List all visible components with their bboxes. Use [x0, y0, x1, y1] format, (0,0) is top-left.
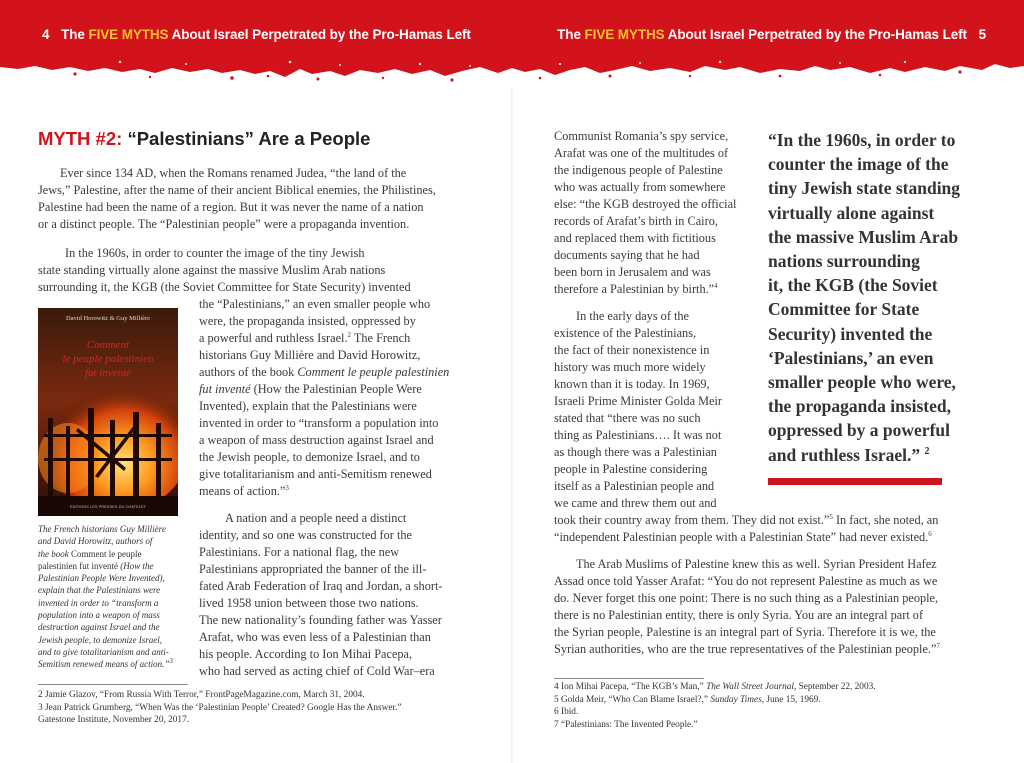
caption-line: Jewish people, to demonize Israel, — [38, 634, 162, 645]
text-line: A nation and a people need a distinct — [225, 511, 407, 525]
footnote — [554, 681, 876, 694]
page-number-right: 5 — [978, 27, 986, 42]
pull-quote-line: Security) invented the — [768, 323, 933, 344]
text-line: Israeli Prime Minister Golda Meir — [554, 394, 723, 408]
pull-quote-line: the propaganda insisted, — [768, 396, 951, 417]
text-line: Invented), explain that the Palestinians were — [199, 399, 417, 413]
pull-quote-line: it, the KGB (the Soviet — [768, 275, 938, 296]
header-left — [42, 27, 471, 42]
footnote: Gatestone Institute, November 20, 2017. — [38, 715, 190, 725]
book-cover-title-line: Comment — [86, 339, 130, 351]
text-line: Jews,” Palestine, after the name of their ancient Biblical enemies, the Philistines, — [38, 183, 436, 197]
footnote-ref: 2 — [347, 330, 352, 339]
text-line — [199, 364, 479, 381]
text-line: In the 1960s, in order to counter the image of the tiny Jewish — [65, 246, 365, 260]
caption-line: invented in order to “transform a — [38, 597, 159, 608]
text-line: the indigenous people of Palestine — [554, 163, 723, 177]
text-line: historians Guy Millière and David Horowitz, — [199, 348, 421, 362]
footnote-ref: 4 — [714, 281, 718, 290]
header-right — [557, 27, 986, 42]
text-line: Communist Romania’s spy service, — [554, 129, 729, 143]
text-line: the “Palestinians,” an even smaller people who — [199, 297, 431, 311]
left-para-2-narrow — [199, 296, 479, 500]
text-line: a weapon of mass destruction against Israel and — [199, 433, 434, 447]
footnote-ref: 6 — [928, 529, 932, 538]
text-line: Palestinians. For a national flag, the new — [199, 545, 400, 559]
header-banner — [0, 0, 1024, 88]
text-run: Syrian authorities, who are the true representatives of the Palestinian people.” — [554, 642, 937, 656]
pull-quote-line: Committee for State — [768, 299, 920, 320]
text-line: we came and threw them out and — [554, 496, 717, 510]
caption-upright-title: Comment le peuple — [71, 548, 142, 559]
text-line: state standing virtually alone against the massive Muslim Arab nations — [38, 263, 386, 277]
text-line: Assad once told Yasser Arafat: “You do not represent Palestine as much as we — [554, 574, 938, 588]
book-cover-art — [38, 308, 178, 516]
text-line: who was actually from somewhere — [554, 180, 726, 194]
text-line: else: “the KGB destroyed the official — [554, 197, 737, 211]
text-run: a powerful and ruthless Israel. — [199, 331, 348, 345]
footnote-title: Sunday Times — [710, 694, 762, 705]
text-line: his people. According to Ion Mihai Pacepa, — [199, 647, 413, 661]
caption-run: (How the — [117, 560, 154, 571]
footnote-rule-left — [38, 684, 188, 685]
book-cover-image — [38, 308, 178, 516]
caption-run: the book — [38, 548, 71, 559]
text-line: there is no Palestinian entity, there is only Syria. You are an integral part of — [554, 608, 924, 622]
text-line — [199, 381, 479, 398]
text-run: “independent Palestinian people with a Palestinian State” had never existed. — [554, 530, 929, 544]
footnote-ref: 7 — [936, 641, 940, 650]
text-line: Palestine had been the name of a region. But it was never the name of a nation — [38, 200, 424, 214]
caption-line: Palestinian People Were Invented), — [38, 573, 165, 584]
pull-quote-line: nations surrounding — [768, 251, 920, 272]
text-line — [554, 512, 939, 529]
pull-quote-line: ‘Palestinians,’ an even — [768, 347, 934, 368]
footnote-run: , June 15, 1969. — [761, 694, 821, 705]
text-run: means of action.” — [199, 484, 286, 498]
text-line — [554, 281, 754, 298]
book-cover-authors: David Horowitz & Guy Millière — [65, 315, 151, 322]
left-para-2-full — [38, 245, 478, 296]
text-line: give totalitarianism and anti-Semitism renewed — [199, 467, 432, 481]
right-col-1 — [554, 128, 754, 298]
book-spine — [511, 88, 513, 763]
footnote-ref: 3 — [285, 483, 289, 492]
caption-upright-title: palestinien fut inventé — [38, 560, 118, 571]
header-prefix-left: The — [61, 27, 85, 42]
footnote: 2 Jamie Glazov, “From Russia With Terror,” FrontPageMagazine.com, March 31, 2004. — [38, 690, 365, 700]
text-line: The new nationality’s founding father was Yasser — [199, 613, 442, 627]
footnote-title: The Wall Street Journal — [706, 682, 794, 692]
text-line: identity, and so one was constructed for the — [199, 528, 412, 542]
caption-line — [38, 658, 184, 670]
text-run: took their country away from them. They did not exist.” — [554, 513, 830, 527]
pull-quote-line: smaller people who were, — [768, 372, 956, 393]
text-line: itself as a Palestinian people and — [554, 479, 715, 493]
header-highlight-left: FIVE MYTHS — [88, 27, 169, 42]
myth-title: “Palestinians” Are a People — [127, 128, 371, 149]
header-highlight-right: FIVE MYTHS — [584, 27, 665, 42]
text-run: In fact, she noted, an — [832, 513, 939, 527]
text-line: In the early days of the — [576, 309, 690, 323]
text-line — [554, 529, 932, 546]
text-line: Arafat was one of the multitudes of — [554, 146, 729, 160]
book-cover-title-line: le peuple palestinien — [62, 353, 154, 365]
book-cover-publisher: EDITIONS LES PRESSES DU CHATELET — [69, 504, 147, 509]
pull-quote-line: counter the image of the — [768, 154, 949, 175]
caption-line: The French historians Guy Millière — [38, 524, 166, 534]
image-caption — [38, 523, 184, 671]
right-para-arab — [554, 556, 994, 658]
header-suffix-left: About Israel Perpetrated by the Pro-Hamas Left — [171, 27, 471, 42]
pull-quote — [768, 128, 998, 467]
caption-line: destruction against Israel and the — [38, 622, 160, 633]
text-line: the fact of their nonexistence in — [554, 343, 710, 357]
pull-quote-line: virtually alone against — [768, 202, 935, 223]
text-line: Palestinians appropriated the banner of the ill- — [199, 562, 427, 576]
footnote-run: , September 22, 2003. — [793, 682, 876, 692]
left-para-1 — [38, 165, 478, 233]
caption-line: and to give totalitarianism and anti- — [38, 646, 169, 657]
text-line: were, the propaganda insisted, oppressed by — [199, 314, 416, 328]
footnote-run: 4 Ion Mihai Pacepa, “The KGB’s Man,” — [554, 682, 707, 692]
text-line: people in Palestine considering — [554, 462, 708, 476]
pull-quote-line: “In the 1960s, in order to — [768, 130, 956, 150]
pull-quote-line: the massive Muslim Arab — [768, 226, 959, 247]
text-line: fated Arab Federation of Iraq and Jordan, a short- — [199, 579, 443, 593]
caption-line: population into a weapon of mass — [38, 610, 160, 621]
book-cover-title-line: fut inventé — [84, 367, 132, 379]
myth-number-label: MYTH #2: — [38, 128, 123, 149]
footnote-ref: 5 — [829, 512, 833, 521]
left-para-3 — [199, 510, 479, 680]
book-title-italic: Comment le peuple palestinien — [297, 365, 450, 379]
text-line: history was much more widely — [554, 360, 706, 374]
text-run: (How the Palestinian People Were — [250, 382, 422, 396]
text-line: as though there was a Palestinian — [554, 445, 717, 459]
footnote — [554, 694, 876, 707]
caption-run: Semitism renewed means of action.” — [38, 659, 170, 670]
text-line: documents saying that he had — [554, 248, 700, 262]
footnote-run: 5 Golda Meir, “Who Can Blame Israel?,” — [554, 694, 711, 705]
text-line: Ever since 134 AD, when the Romans renamed Judea, “the land of the — [60, 166, 407, 180]
text-line: do. Never forget this one point: There is no such thing as a Palestinian people, — [554, 591, 939, 605]
header-prefix-right: The — [557, 27, 581, 42]
footnote-rule-right — [554, 678, 704, 679]
text-line: lived 1958 union between those two nations. — [199, 596, 419, 610]
text-line: or a distinct people. The “Palestinian people” were a propaganda invention. — [38, 217, 410, 231]
text-line: existence of the Palestinians, — [554, 326, 697, 340]
caption-line: and David Horowitz, authors of — [38, 536, 153, 547]
footnote: 7 “Palestinians: The Invented People.” — [554, 719, 698, 730]
text-line: been born in Jerusalem and was — [554, 265, 711, 279]
text-line: who had served as acting chief of Cold War–era — [199, 664, 435, 678]
text-line — [554, 641, 994, 658]
book-title-italic: fut inventé — [199, 382, 251, 396]
text-line: the Syrian people, Palestine is an integral part of Syria. Therefore it is we, the — [554, 625, 936, 639]
text-line: invented in order to “transform a population into — [199, 416, 439, 430]
text-line — [199, 330, 479, 347]
text-line: known than it is today. In 1969, — [554, 377, 710, 391]
footnote: 3 Jean Patrick Grumberg, “When Was the ‘Palestinian People’ Created? Google Has the Answer.” — [38, 702, 402, 713]
footnotes-left — [38, 689, 402, 727]
pull-quote-line — [768, 443, 998, 467]
pull-quote-line: tiny Jewish state standing — [768, 178, 961, 199]
footnote-ref: 2 — [924, 445, 930, 457]
caption-line — [38, 548, 184, 560]
text-line: The Arab Muslims of Palestine knew this as well. Syrian President Hafez — [576, 557, 937, 571]
footnote-ref: 3 — [169, 657, 173, 666]
text-run: therefore a Palestinian by birth.” — [554, 282, 715, 296]
text-line: and replaced them with fictitious — [554, 231, 716, 245]
text-line: surrounding it, the KGB (the Soviet Committee for State Security) invented — [38, 280, 411, 294]
text-line: thing as Palestinians…. It was not — [554, 428, 722, 442]
text-line: Arafat, who was even less of a Palestinian than — [199, 630, 431, 644]
caption-line — [38, 560, 184, 572]
pull-quote-accent-bar — [768, 478, 942, 485]
footnotes-right — [554, 681, 876, 731]
text-line: the Jewish people, to demonize Israel, and to — [199, 450, 420, 464]
text-line — [199, 483, 479, 500]
myth-heading — [38, 128, 370, 150]
header-suffix-right: About Israel Perpetrated by the Pro-Hamas Left — [667, 27, 967, 42]
text-run: The French — [351, 331, 411, 345]
text-line: records of Arafat’s birth in Cairo, — [554, 214, 718, 228]
text-run: authors of the book — [199, 365, 298, 379]
text-line: stated that “there was no such — [554, 411, 701, 425]
page-number-left: 4 — [42, 27, 50, 42]
pull-quote-line: oppressed by a powerful — [768, 420, 950, 441]
caption-line: explain that the Palestinians were — [38, 585, 161, 596]
footnote: 6 Ibid. — [554, 707, 579, 717]
pull-quote-run: and ruthless Israel.” — [768, 444, 921, 465]
